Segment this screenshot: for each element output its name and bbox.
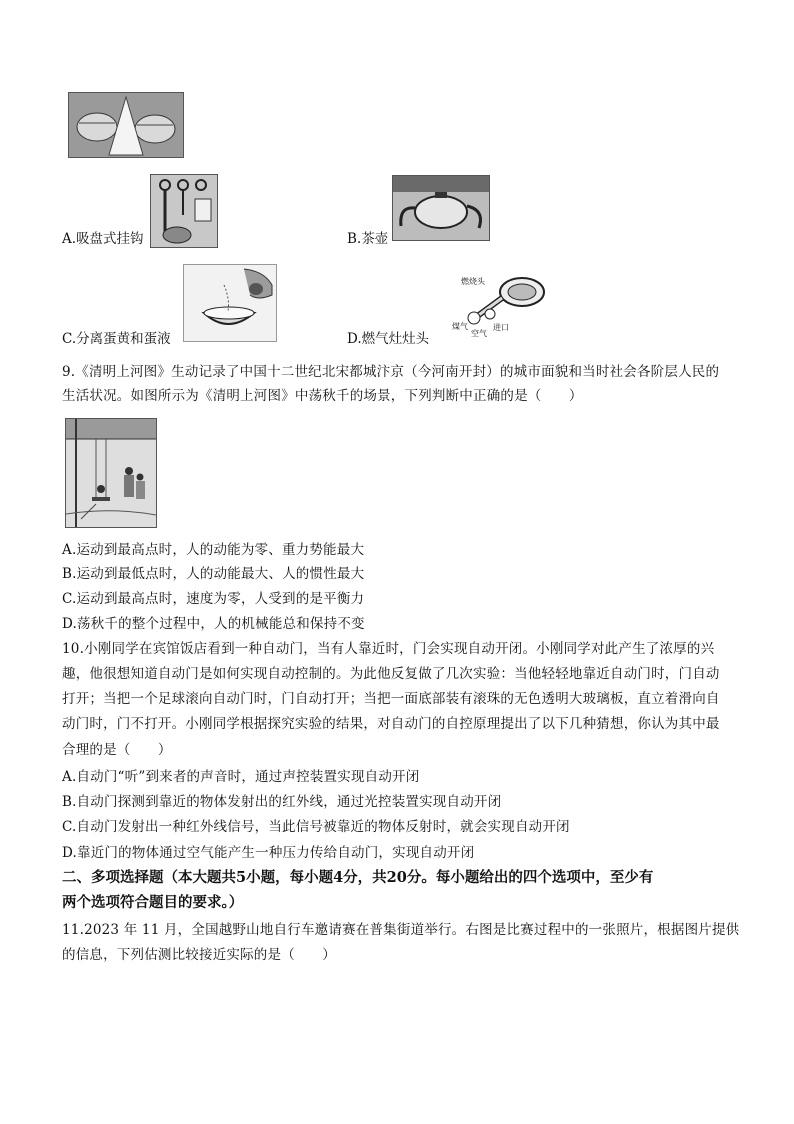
q9-stem-line1: 9.《清明上河图》生动记录了中国十二世纪北宋都城汴京（今河南开封）的城市面貌和当时社会各阶层人民的 <box>62 364 720 380</box>
top-figure-image <box>68 92 184 158</box>
stove-label-air: 空气 <box>471 329 487 338</box>
q8-option-a: A.吸盘式挂钩 <box>62 231 144 247</box>
q10-stem-line5: 合理的是（ ） <box>62 742 172 758</box>
q10-stem-line3: 打开；当把一个足球滚向自动门时，门自动打开；当把一面底部装有滚珠的无色透明大玻璃板，直立着滑向自 <box>62 691 720 707</box>
teapot-image <box>392 175 490 241</box>
stove-label-gas: 煤气 <box>452 322 468 331</box>
section2-heading-line1: 二、多项选择题（本大题共5小题，每小题4分，共20分。每小题给出的四个选项中，至少有 <box>62 869 654 886</box>
q11-stem-line2: 的信息，下列估测比较接近实际的是（ ） <box>62 947 336 963</box>
q10-option-c: C.自动门发射出一种红外线信号，当此信号被靠近的物体反射时，就会实现自动开闭 <box>62 819 570 835</box>
q10-stem-line2: 趣，他很想知道自动门是如何实现自动控制的。为此他反复做了几次实验：当他轻轻地靠近自动门时，门自动 <box>62 666 720 682</box>
q10-option-b: B.自动门探测到靠近的物体发射出的红外线，通过光控装置实现自动开闭 <box>62 794 502 810</box>
stove-label-burner: 燃烧头 <box>461 277 485 286</box>
q10-stem-line1: 10.小刚同学在宾馆饭店看到一种自动门，当有人靠近时，门会实现自动开闭。小刚同学对此产生了浓厚的兴 <box>62 641 715 657</box>
q9-option-b: B.运动到最低点时，人的动能最大、人的惯性最大 <box>62 566 365 582</box>
stove-label-inlet: 进口 <box>493 323 509 332</box>
q9-stem-line2: 生活状况。如图所示为《清明上河图》中荡秋千的场景，下列判断中正确的是（ ） <box>62 388 583 404</box>
qingming-swing-painting-image <box>65 418 157 528</box>
q9-option-c: C.运动到最高点时，速度为零，人受到的是平衡力 <box>62 591 365 607</box>
q11-stem-line1: 11.2023 年 11 月，全国越野山地自行车邀请赛在普集街道举行。右图是比赛过程中的一张照片，根据图片提供 <box>62 922 740 938</box>
q10-option-d: D.靠近门的物体通过空气能产生一种压力传给自动门，实现自动开闭 <box>62 845 475 861</box>
q10-stem-line4: 动门时，门不打开。小刚同学根据探究实验的结果，对自动门的自控原理提出了以下几种猜想，你认为其中最 <box>62 716 720 732</box>
suction-hook-image <box>150 174 218 248</box>
q8-option-d: D.燃气灶灶头 <box>347 331 430 347</box>
q9-option-d: D.荡秋千的整个过程中，人的机械能总和保持不变 <box>62 616 365 632</box>
q9-option-a: A.运动到最高点时，人的动能为零、重力势能最大 <box>62 542 365 558</box>
q8-option-c: C.分离蛋黄和蛋液 <box>62 331 171 347</box>
q10-option-a: A.自动门“听”到来者的声音时，通过声控装置实现自动开闭 <box>62 769 420 785</box>
section2-heading-line2: 两个选项符合题目的要求。） <box>62 894 244 911</box>
egg-separation-image <box>183 264 277 342</box>
q8-option-b: B.茶壶 <box>347 231 389 247</box>
